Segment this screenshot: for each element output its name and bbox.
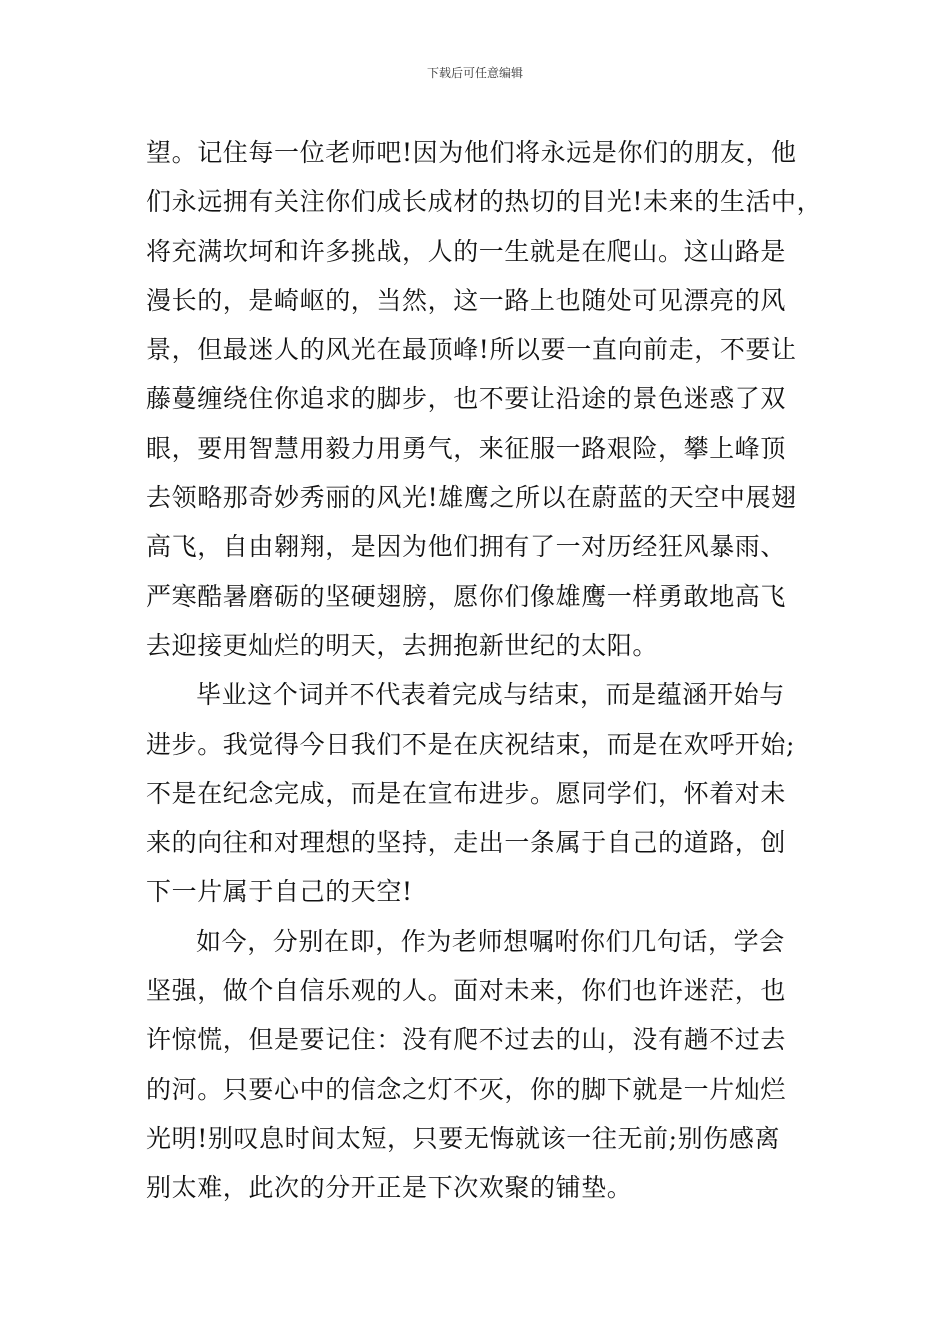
text-line: 不是在纪念完成，而是在宣布进步。愿同学们，怀着对未 bbox=[146, 778, 787, 808]
text-line: 漫长的，是崎岖的，当然，这一路上也随处可见漂亮的风 bbox=[146, 285, 787, 315]
text-line: 下一片属于自己的天空! bbox=[146, 877, 413, 907]
text-line: 们永远拥有关注你们成长成材的热切的目光!未来的生活中， bbox=[146, 187, 823, 217]
text-line: 光明!别叹息时间太短，只要无悔就该一往无前;别伤感离 bbox=[146, 1123, 781, 1153]
paragraph-2 bbox=[146, 670, 810, 916]
paragraph-3 bbox=[146, 917, 810, 1213]
text-line: 眼，要用智慧用毅力用勇气，来征服一路艰险，攀上峰顶 bbox=[146, 433, 787, 463]
text-line: 坚强，做个自信乐观的人。面对未来，你们也许迷茫，也 bbox=[146, 976, 787, 1006]
text-line: 去领略那奇妙秀丽的风光!雄鹰之所以在蔚蓝的天空中展翅 bbox=[146, 483, 797, 513]
text-line: 将充满坎坷和许多挑战，人的一生就是在爬山。这山路是 bbox=[146, 236, 787, 266]
text-line: 进步。我觉得今日我们不是在庆祝结束，而是在欢呼开始; bbox=[146, 729, 796, 759]
text-line: 景，但最迷人的风光在最顶峰!所以要一直向前走，不要让 bbox=[146, 335, 797, 365]
text-line: 来的向往和对理想的坚持，走出一条属于自己的道路，创 bbox=[146, 828, 787, 858]
paragraph-1 bbox=[146, 128, 823, 670]
text-line: 如今，分别在即，作为老师想嘱咐你们几句话，学会 bbox=[196, 926, 785, 956]
text-line: 的河。只要心中的信念之灯不灭，你的脚下就是一片灿烂 bbox=[146, 1074, 787, 1104]
text-line: 许惊慌，但是要记住：没有爬不过去的山，没有趟不过去 bbox=[146, 1025, 787, 1055]
text-line: 藤蔓缠绕住你追求的脚步，也不要让沿途的景色迷惑了双 bbox=[146, 384, 787, 414]
text-line: 别太难，此次的分开正是下次欢聚的铺垫。 bbox=[146, 1173, 633, 1203]
text-line: 去迎接更灿烂的明天，去拥抱新世纪的太阳。 bbox=[146, 630, 659, 660]
text-line: 严寒酷暑磨砺的坚硬翅膀，愿你们像雄鹰一样勇敢地高飞 bbox=[146, 581, 787, 611]
document-body bbox=[146, 128, 823, 1213]
text-line: 毕业这个词并不代表着完成与结束，而是蕴涵开始与 bbox=[196, 680, 785, 710]
text-line: 望。记住每一位老师吧!因为他们将永远是你们的朋友，他 bbox=[146, 138, 797, 167]
page-header: 下载后可任意编辑 bbox=[426, 66, 523, 80]
text-line: 高飞，自由翱翔，是因为他们拥有了一对历经狂风暴雨、 bbox=[146, 532, 787, 562]
